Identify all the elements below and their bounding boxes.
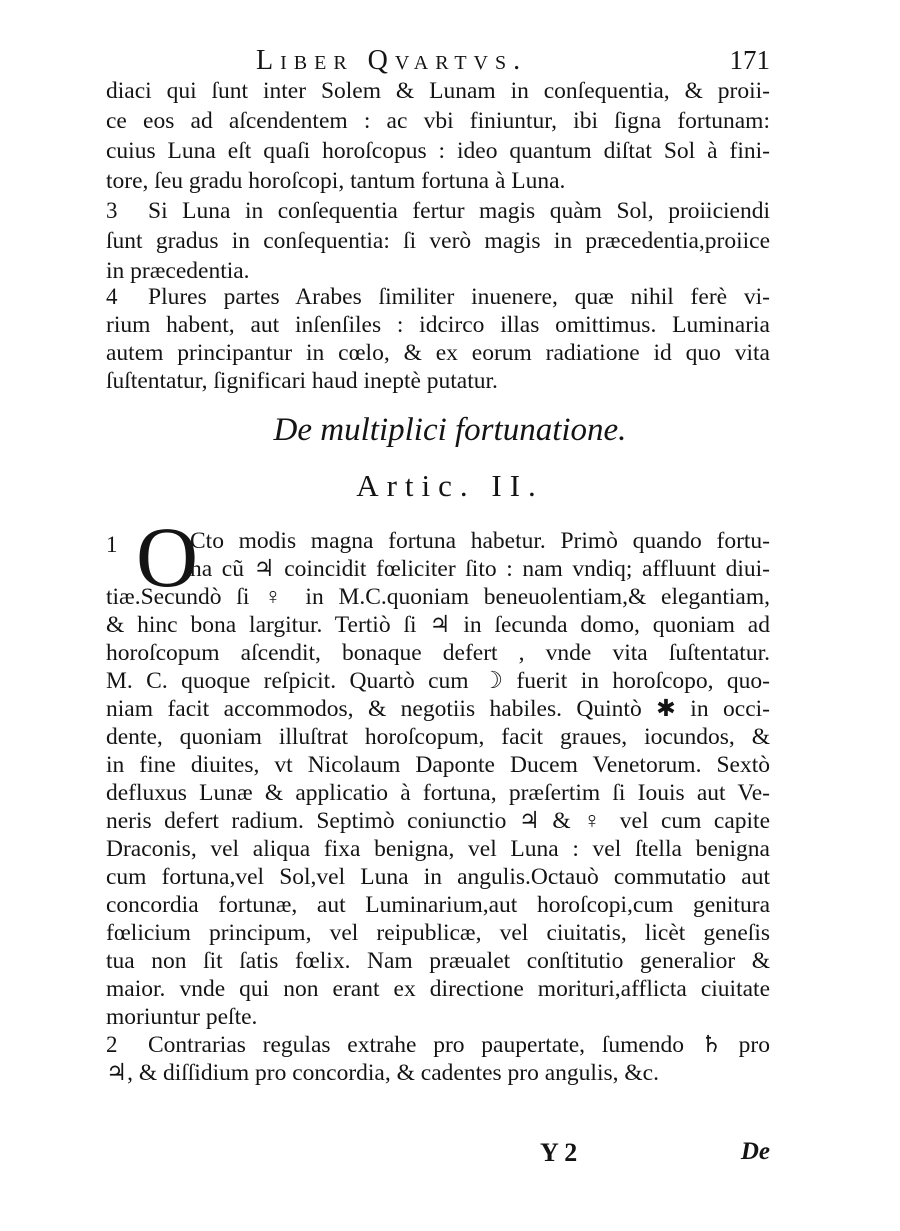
paragraph-number: 1: [106, 532, 118, 557]
text-line: na cũ ♃ coincidit fœliciter ſito : nam vndiq; affluunt diui-: [190, 556, 770, 582]
text-line: ♃, & diſſidium pro concordia, & cadentes pro angulis, &c.: [106, 1060, 659, 1086]
text-line: ſuſtentatur, ſignificari haud ineptè putatur.: [106, 368, 498, 394]
text-line: Draconis, vel aliqua fixa benigna, vel Luna : vel ſtella benigna: [106, 836, 770, 862]
text-line: in fine diuites, vt Nicolaum Daponte Ducem Venetorum. Sextò: [106, 752, 770, 778]
text-line: concordia fortunæ, aut Luminarium,aut horoſcopi,cum genitura: [106, 892, 770, 918]
text-line: Contrarias regulas extrahe pro paupertate, ſumendo ♄ pro: [148, 1032, 770, 1058]
text-line: M. C. quoque reſpicit. Quartò cum ☽ fuerit in horoſcopo, quo-: [106, 668, 770, 694]
text-line: niam facit accommodos, & negotiis habiles. Quintò ✱ in occi-: [106, 696, 770, 722]
text-line: tua non ſit ſatis fœlix. Nam præualet conſtitutio generalior &: [106, 948, 770, 974]
text-line: defluxus Lunæ & applicatio à fortuna, præſertim ſi Iouis aut Ve-: [106, 780, 770, 806]
signature-mark: Y 2: [540, 1138, 578, 1167]
article-heading: Artic. II.: [356, 468, 544, 503]
text-line: tiæ.Secundò ſi ♀ in M.C.quoniam beneuolentiam,& elegantiam,: [106, 584, 770, 610]
text-line: tore, ſeu gradu horoſcopi, tantum fortuna à Luna.: [106, 168, 566, 194]
text-line: maior. vnde qui non erant ex directione morituri,afflicta ciuitate: [106, 976, 770, 1002]
text-line: diaci qui ſunt inter Solem & Lunam in conſequentia, & proii-: [106, 78, 770, 104]
paragraph-number: 4: [106, 284, 118, 309]
text-line: neris defert radium. Septimò coniunctio ♃ & ♀ vel cum capite: [106, 808, 770, 834]
text-line: cuius Luna eſt quaſi horoſcopus : ideo quantum diſtat Sol à fini-: [106, 138, 770, 164]
text-line: dente, quoniam illuſtrat horoſcopum, facit graues, iocundos, &: [106, 724, 770, 750]
text-line: Plures partes Arabes ſimiliter inuenere, quæ nihil ferè vi-: [148, 284, 770, 310]
catchword: De: [740, 1138, 770, 1165]
text-line: ce eos ad aſcendentem : ac vbi finiuntur, ibi ſigna fortunam:: [106, 108, 770, 134]
drop-cap: O: [136, 509, 199, 605]
text-line: cum fortuna,vel Sol,vel Luna in angulis.Octauò commutatio aut: [106, 864, 770, 890]
running-title: Liber Qvartvs.: [256, 45, 528, 76]
text-line: horoſcopum aſcendit, bonaque defert , vnde vita ſuſtentatur.: [106, 640, 770, 666]
text-line: fœlicium principum, vel reipublicæ, vel ciuitatis, licèt geneſis: [106, 920, 770, 946]
section-heading: De multiplici fortunatione.: [273, 412, 627, 448]
text-line: autem principantur in cœlo, & ex eorum radiatione id quo vita: [106, 340, 770, 366]
text-line: & hinc bona largitur. Tertiò ſi ♃ in ſecunda domo, quoniam ad: [106, 612, 770, 638]
paragraph-number: 2: [106, 1032, 118, 1057]
text-line: in præcedentia.: [106, 258, 250, 284]
text-line: moriuntur peſte.: [106, 1004, 258, 1030]
paragraph-number: 3: [106, 198, 118, 223]
text-line: Si Luna in conſequentia fertur magis quàm Sol, proiiciendi: [148, 198, 770, 224]
text-line: ſunt gradus in conſequentia: ſi verò magis in præcedentia,proiice: [106, 228, 770, 254]
page-number: 171: [729, 45, 770, 75]
text-line: Cto modis magna fortuna habetur. Primò quando fortu-: [190, 528, 770, 554]
text-line: rium habent, aut inſenſiles : idcirco illas omittimus. Luminaria: [106, 312, 770, 338]
